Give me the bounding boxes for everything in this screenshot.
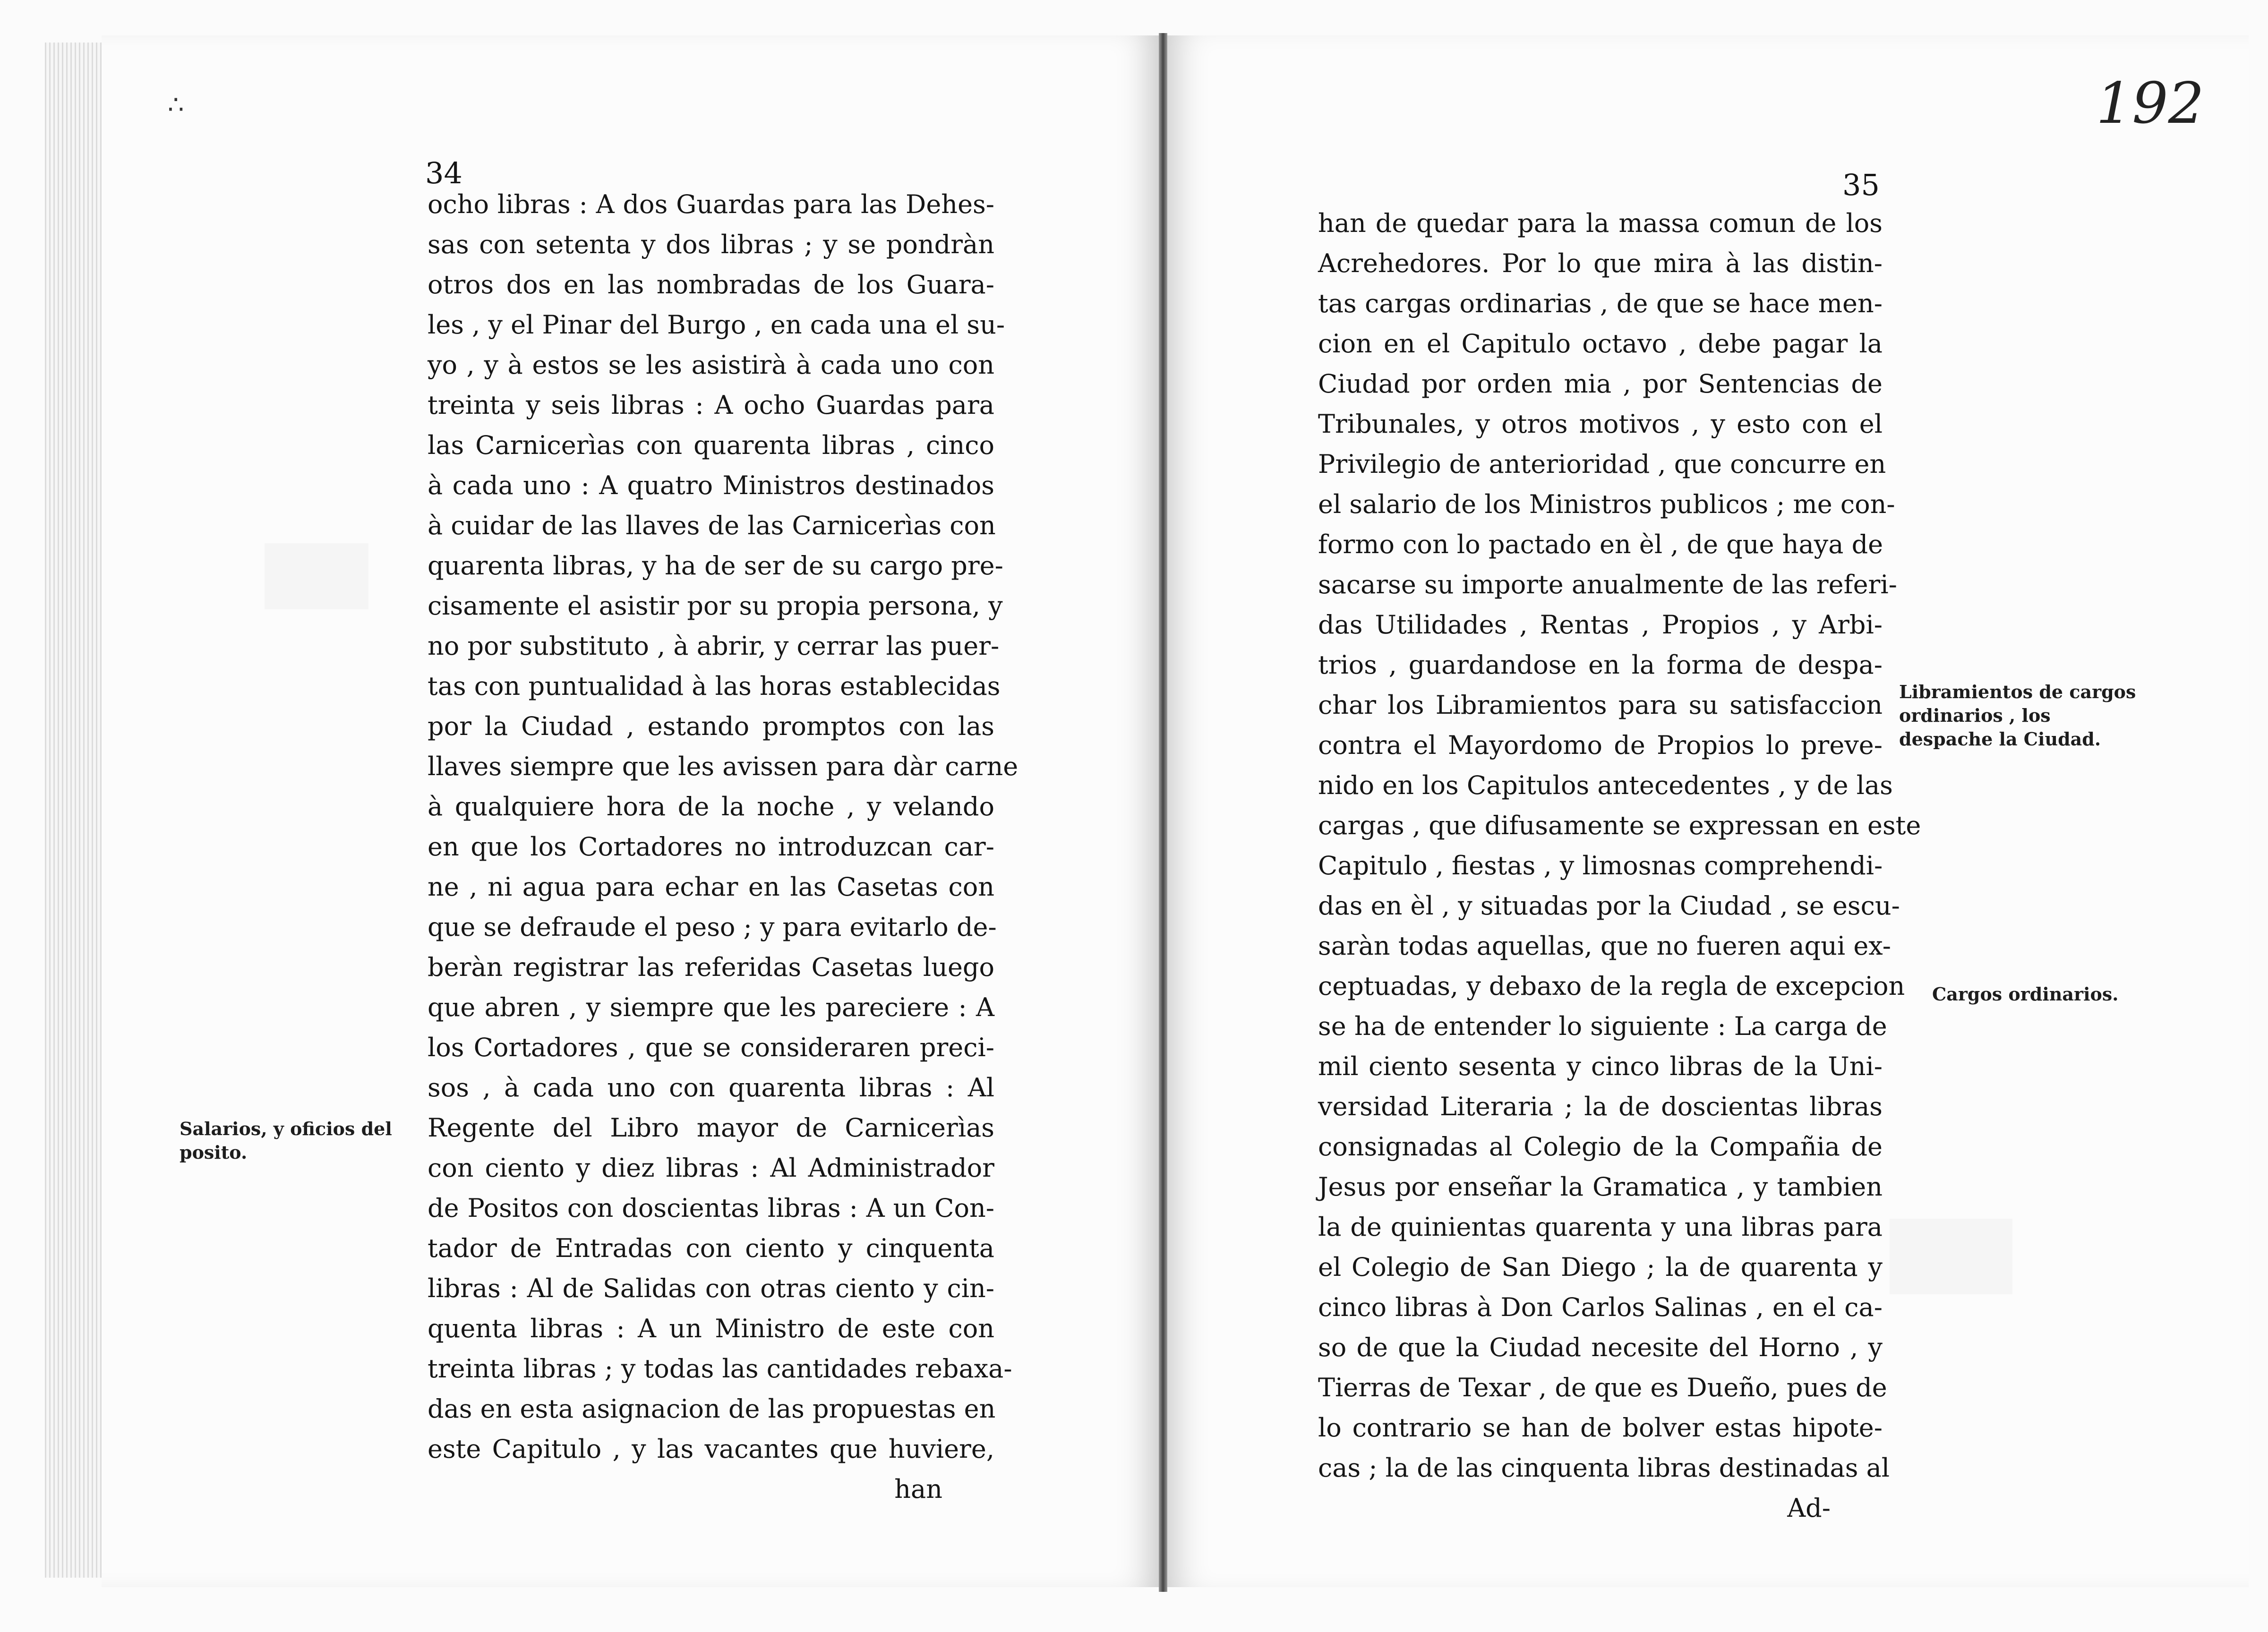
text-line: à cada uno : A quatro Ministros destinados xyxy=(428,470,994,500)
catchword-text: Ad- xyxy=(1787,1493,1831,1523)
text-line: sas con setenta y dos libras ; y se pondràn xyxy=(428,230,994,259)
page-number-left: 34 xyxy=(425,156,462,190)
text-line: quarenta libras, y ha de ser de su cargo pre- xyxy=(428,551,1003,581)
text-line: treinta y seis libras : A ocho Guardas para xyxy=(428,390,994,420)
text-line: que se defraude el peso ; y para evitarlo de- xyxy=(428,912,997,942)
text-line: tas cargas ordinarias , de que se hace men- xyxy=(1318,289,1883,318)
left-page-text xyxy=(428,184,1018,1509)
text-line: trios , guardandose en la forma de despa- xyxy=(1318,650,1883,680)
text-line: con ciento y diez libras : Al Administrador xyxy=(428,1153,994,1183)
folio-number: 192 xyxy=(2096,71,2204,137)
text-line: cas ; la de las cinquenta libras destinadas al xyxy=(1318,1453,1890,1483)
text-line: ceptuadas, y debaxo de la regla de excepcion xyxy=(1318,971,1905,1001)
text-line: saràn todas aquellas, que no fueren aqui ex- xyxy=(1318,931,1891,961)
text-line: à cuidar de las llaves de las Carnicerìas con xyxy=(428,511,996,540)
catchword-right xyxy=(1318,1488,1883,1528)
text-line: ne , ni agua para echar en las Casetas con xyxy=(428,872,994,902)
text-line: no por substituto , à abrir, y cerrar las puer- xyxy=(428,631,1000,661)
text-line: das en esta asignacion de las propuestas en xyxy=(428,1394,996,1424)
text-line: el salario de los Ministros publicos ; me con- xyxy=(1318,489,1895,519)
text-line: lo contrario se han de bolver estas hipote- xyxy=(1318,1413,1883,1443)
bleed-through-shadow xyxy=(1890,1219,2012,1294)
text-line: contra el Mayordomo de Propios lo preve- xyxy=(1318,730,1883,760)
text-line: sacarse su importe anualmente de las referi- xyxy=(1318,570,1897,599)
text-line: treinta libras ; y todas las cantidades rebaxa- xyxy=(428,1354,1012,1384)
text-line: beràn registrar las referidas Casetas luego xyxy=(428,952,994,982)
text-line: versidad Literaria ; la de doscientas libras xyxy=(1318,1092,1883,1121)
text-line: cargas , que difusamente se expressan en este xyxy=(1318,811,1921,840)
page-number-right: 35 xyxy=(1842,168,1880,202)
text-line: Acrehedores. Por lo que mira à las distin- xyxy=(1318,248,1883,278)
margin-note-libramientos: Libramientos de cargos ordinarios , los despache la Ciudad. xyxy=(1899,681,2136,750)
text-line: das en èl , y situadas por la Ciudad , se escu- xyxy=(1318,891,1900,921)
text-line: por la Ciudad , estando promptos con las xyxy=(428,711,994,741)
text-line: yo , y à estos se les asistirà à cada uno con xyxy=(428,350,994,380)
pencil-mark: ∴ xyxy=(168,90,184,120)
text-line: las Carnicerìas con quarenta libras , cinco xyxy=(428,430,994,460)
text-line: libras : Al de Salidas con otras ciento y cin- xyxy=(428,1273,994,1303)
text-line: consignadas al Colegio de la Compañia de xyxy=(1318,1132,1883,1162)
text-line: Jesus por enseñar la Gramatica , y tambien xyxy=(1318,1172,1883,1202)
text-line: so de que la Ciudad necesite del Horno , y xyxy=(1318,1333,1883,1362)
text-line: se ha de entender lo siguiente : La carga de xyxy=(1318,1011,1887,1041)
text-line: que abren , y siempre que les pareciere : A xyxy=(428,992,994,1022)
margin-note-cargos: Cargos ordinarios. xyxy=(1932,983,2119,1005)
margin-note-posito: Salarios, y oficios del posito. xyxy=(180,1118,392,1163)
page-edges xyxy=(45,43,106,1578)
text-line: de Positos con doscientas libras : A un Con- xyxy=(428,1193,994,1223)
text-line: cion en el Capitulo octavo , debe pagar la xyxy=(1318,329,1883,359)
text-line: tas con puntualidad à las horas establecidas xyxy=(428,671,1001,701)
text-line: Regente del Libro mayor de Carnicerìas xyxy=(428,1113,994,1143)
text-line: Ciudad por orden mia , por Sentencias de xyxy=(1318,369,1883,399)
bleed-through-shadow xyxy=(265,543,368,609)
text-line: formo con lo pactado en èl , de que haya de xyxy=(1318,530,1883,559)
text-line: à qualquiere hora de la noche , y velando xyxy=(428,792,994,821)
text-line: les , y el Pinar del Burgo , en cada una el su- xyxy=(428,310,1005,340)
text-line: quenta libras : A un Ministro de este con xyxy=(428,1314,994,1343)
text-line: cisamente el asistir por su propia persona, y xyxy=(428,591,1003,621)
text-line: das Utilidades , Rentas , Propios , y Arbi- xyxy=(1318,610,1883,640)
text-line: Tierras de Texar , de que es Dueño, pues de xyxy=(1318,1373,1887,1402)
text-line: los Cortadores , que se consideraren preci- xyxy=(428,1033,994,1062)
text-line: tador de Entradas con ciento y cinquenta xyxy=(428,1233,994,1263)
catchword-text: han xyxy=(894,1474,942,1504)
text-line: otros dos en las nombradas de los Guara- xyxy=(428,270,994,299)
text-line: Privilegio de anterioridad , que concurre en xyxy=(1318,449,1886,479)
text-line: Capitulo , fiestas , y limosnas comprehendi- xyxy=(1318,851,1883,880)
book-gutter xyxy=(1159,33,1167,1592)
text-line: el Colegio de San Diego ; la de quarenta y xyxy=(1318,1252,1883,1282)
text-line: han de quedar para la massa comun de los xyxy=(1318,208,1883,238)
text-line: llaves siempre que les avissen para dàr carne xyxy=(428,752,1018,781)
text-line: sos , à cada uno con quarenta libras : Al xyxy=(428,1073,994,1102)
text-line: nido en los Capitulos antecedentes , y de las xyxy=(1318,770,1893,800)
text-line: este Capitulo , y las vacantes que huviere, xyxy=(428,1434,994,1464)
text-line: la de quinientas quarenta y una libras para xyxy=(1318,1212,1883,1242)
text-line: char los Libramientos para su satisfaccion xyxy=(1318,690,1883,720)
text-line: ocho libras : A dos Guardas para las Dehes- xyxy=(428,189,994,219)
text-line: mil ciento sesenta y cinco libras de la Uni- xyxy=(1318,1051,1883,1081)
text-line: Tribunales, y otros motivos , y esto con el xyxy=(1318,409,1883,439)
text-line: en que los Cortadores no introduzcan car- xyxy=(428,832,994,862)
text-line: cinco libras à Don Carlos Salinas , en el ca- xyxy=(1318,1292,1883,1322)
right-page-text xyxy=(1318,203,1921,1528)
catchword-left xyxy=(428,1469,994,1509)
